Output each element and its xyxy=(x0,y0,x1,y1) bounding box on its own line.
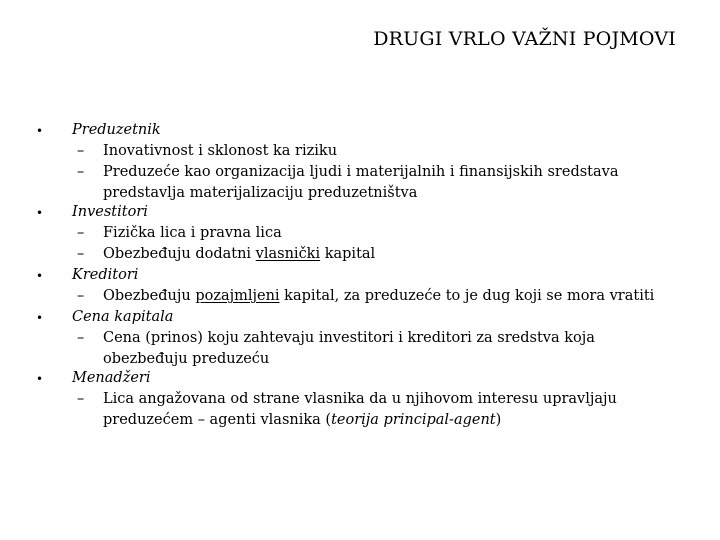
text-segment: ) xyxy=(495,412,502,428)
sub-bullet-item xyxy=(0,162,720,183)
bullet-term: Preduzetnik xyxy=(72,122,161,138)
bullet-item xyxy=(0,202,720,223)
bullet-dot: • xyxy=(36,206,44,220)
text-segment: Fizička lica i pravna lica xyxy=(103,225,282,241)
text-segment: Obezbeđuju xyxy=(103,288,196,304)
bullet-dot: • xyxy=(36,311,44,325)
underlined-term: pozajmljeni xyxy=(195,288,280,304)
sub-bullet-continuation xyxy=(0,349,720,368)
dash-marker: – xyxy=(77,164,85,180)
dash-marker: – xyxy=(77,330,85,346)
sub-bullet-item xyxy=(0,244,720,265)
italic-term: teorija principal-agent xyxy=(331,412,496,428)
sub-bullet-item xyxy=(0,141,720,162)
text-segment: predstavlja materijalizaciju preduzetništva xyxy=(103,185,418,201)
text-segment: Preduzeće kao organizacija ljudi i materijalnih i finansijskih sredstava xyxy=(103,164,619,180)
bullet-term: Menadžeri xyxy=(72,370,151,386)
sub-bullet-text xyxy=(103,410,501,431)
sub-bullet-item xyxy=(0,286,720,307)
text-segment: Cena (prinos) koju zahtevaju investitori i kreditori za sredstva koja xyxy=(103,330,595,346)
bullet-dot: • xyxy=(36,372,44,386)
bullet-item xyxy=(0,120,720,141)
sub-bullet-text xyxy=(103,244,375,265)
text-segment: kapital, za preduzeće to je dug koji se mora vratiti xyxy=(279,288,655,304)
dash-marker: – xyxy=(77,143,85,159)
sub-bullet-continuation xyxy=(0,410,720,429)
dash-marker: – xyxy=(77,288,85,304)
sub-bullet-text xyxy=(103,141,337,162)
bullet-item xyxy=(0,307,720,328)
text-segment: kapital xyxy=(320,246,376,262)
bullet-dot: • xyxy=(36,269,44,283)
dash-marker: – xyxy=(77,246,85,262)
bullet-item xyxy=(0,368,720,389)
bullet-item xyxy=(0,265,720,286)
bullet-dot: • xyxy=(36,124,44,138)
dash-marker: – xyxy=(77,225,85,241)
sub-bullet-continuation xyxy=(0,183,720,202)
text-segment: preduzećem – agenti vlasnika ( xyxy=(103,412,332,428)
bullet-list xyxy=(0,120,720,429)
sub-bullet-text xyxy=(103,162,618,183)
bullet-term: Cena kapitala xyxy=(72,309,174,325)
dash-marker: – xyxy=(77,391,85,407)
sub-bullet-text xyxy=(103,389,617,410)
sub-bullet-text xyxy=(103,328,595,349)
sub-bullet-text xyxy=(103,183,417,204)
text-segment: obezbeđuju preduzeću xyxy=(103,351,270,367)
sub-bullet-item xyxy=(0,328,720,349)
bullet-term: Kreditori xyxy=(72,267,139,283)
underlined-term: vlasnički xyxy=(255,246,321,262)
sub-bullet-text xyxy=(103,286,654,307)
sub-bullet-item xyxy=(0,389,720,410)
sub-bullet-text xyxy=(103,349,269,370)
sub-bullet-item xyxy=(0,223,720,244)
text-segment: Obezbeđuju dodatni xyxy=(103,246,256,262)
slide-title: DRUGI VRLO VAŽNI POJMOVI xyxy=(373,28,676,50)
bullet-term: Investitori xyxy=(72,204,148,220)
text-segment: Lica angažovana od strane vlasnika da u njihovom interesu upravljaju xyxy=(103,391,617,407)
sub-bullet-text xyxy=(103,223,282,244)
text-segment: Inovativnost i sklonost ka riziku xyxy=(103,143,338,159)
